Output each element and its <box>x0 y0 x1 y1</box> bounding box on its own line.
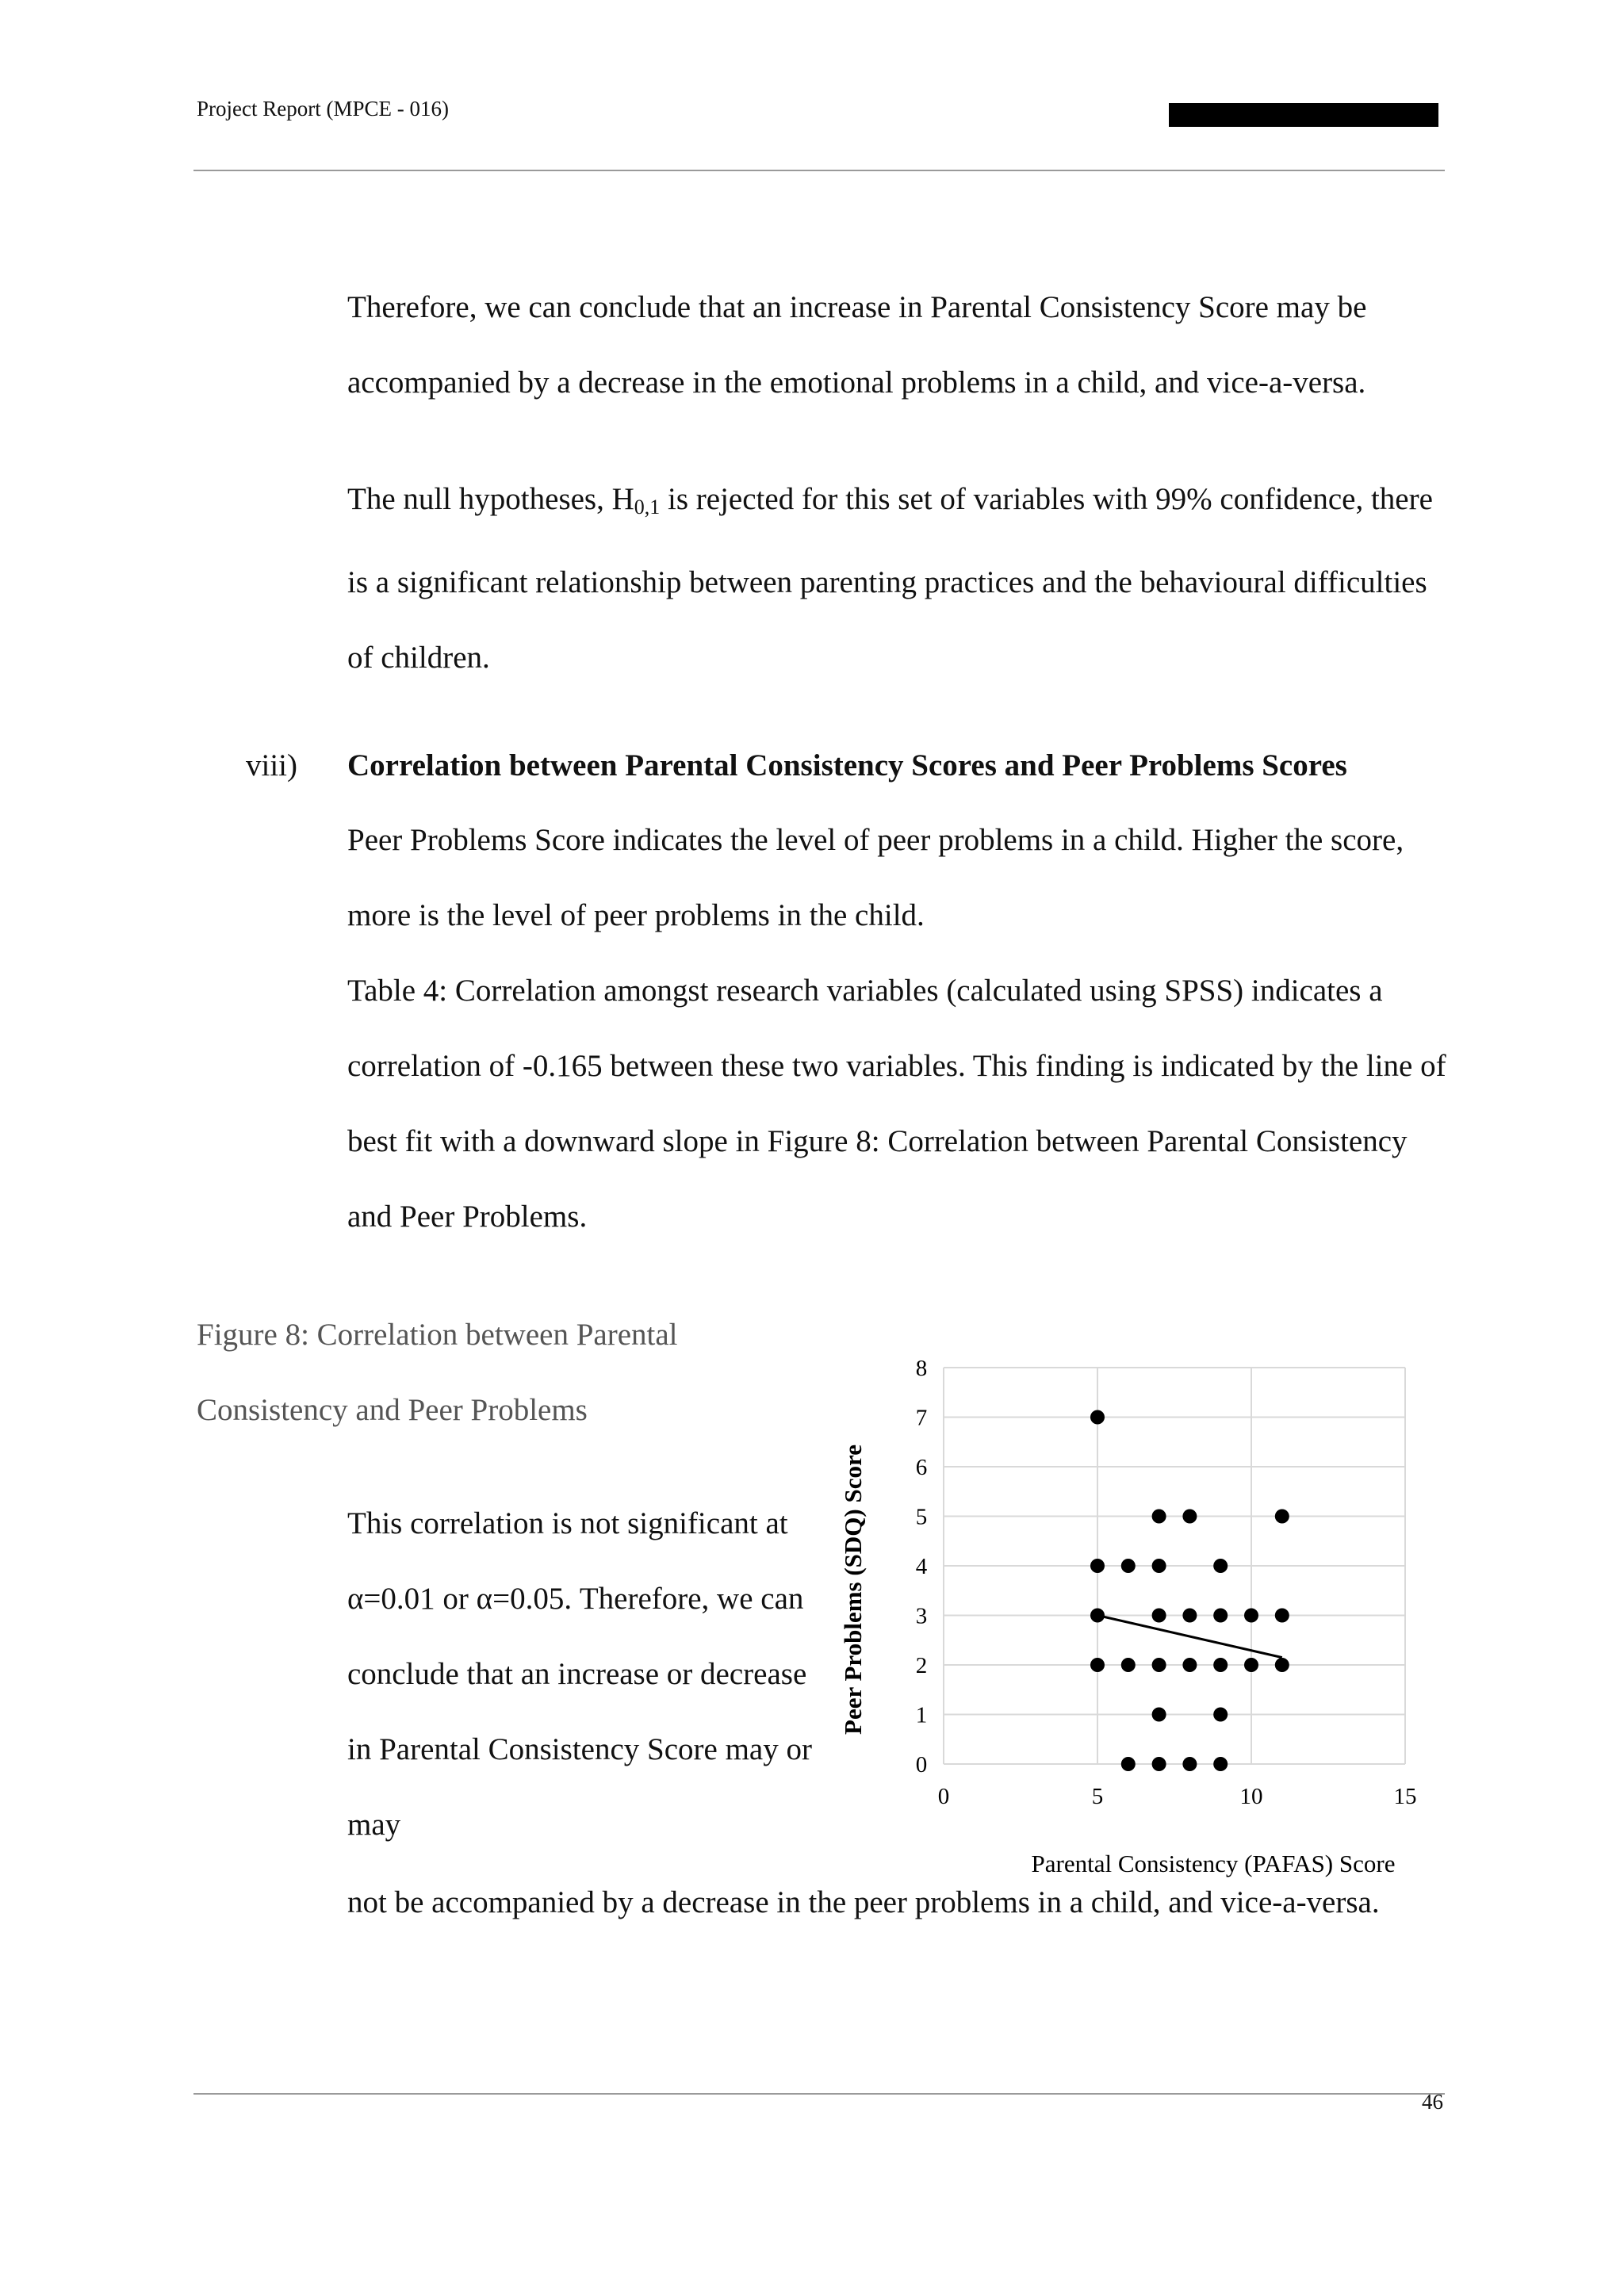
data-point-7 <box>1213 1559 1228 1573</box>
chart-grid <box>944 1368 1405 1764</box>
paragraph-conclusion: Therefore, we can conclude that an increase in Parental Consistency Score may be accompanied by a decrease in the emotional problems in a child, and vice-a-versa. <box>347 290 1367 400</box>
data-point-12 <box>1244 1609 1258 1623</box>
data-point-24 <box>1152 1757 1166 1771</box>
x-tick-label-3: 15 <box>1393 1784 1417 1809</box>
x-axis-label: Parental Consistency (PAFAS) Score <box>1031 1850 1396 1877</box>
data-point-23 <box>1121 1757 1136 1771</box>
y-tick-labels <box>916 1356 928 1777</box>
data-point-17 <box>1182 1658 1197 1672</box>
hypothesis-prefix: The null hypotheses, H <box>347 482 634 516</box>
section-number: viii) <box>246 748 297 783</box>
data-point-4 <box>1090 1559 1105 1573</box>
data-point-20 <box>1275 1658 1289 1672</box>
x-tick-labels <box>938 1784 1417 1809</box>
data-point-25 <box>1182 1757 1197 1771</box>
data-point-26 <box>1213 1757 1228 1771</box>
data-point-2 <box>1182 1510 1197 1524</box>
hypothesis-suffix: is rejected for this set of variables with 99% confidence, there is a significant relationship between parenting practices and the behavioural difficulties of children. <box>347 482 1433 675</box>
data-point-16 <box>1152 1658 1166 1672</box>
scatter-chart <box>825 1332 1451 1887</box>
x-tick-label-0: 0 <box>937 1784 950 1809</box>
paragraph-correlation: Table 4: Correlation amongst research variables (calculated using SPSS) indicates a correlation of -0.165 between these two variables. This finding is indicated by the line of best fit with a downward slope in Figure 8: Correlation between Parental Consistency and Peer Problems. <box>347 974 1446 1234</box>
y-tick-label-4: 4 <box>915 1554 928 1579</box>
section-title: Correlation between Parental Consistency Scores and Peer Problems Scores <box>347 748 1347 783</box>
footer-rule <box>193 2093 1445 2095</box>
data-point-18 <box>1213 1658 1228 1672</box>
data-point-15 <box>1121 1658 1136 1672</box>
y-tick-label-8: 8 <box>915 1356 928 1381</box>
paragraph-hypothesis <box>347 461 1450 695</box>
data-point-1 <box>1152 1510 1166 1524</box>
y-tick-label-2: 2 <box>915 1653 928 1678</box>
redaction-block <box>1169 103 1438 127</box>
x-tick-label-2: 10 <box>1239 1784 1263 1809</box>
data-point-14 <box>1090 1658 1105 1672</box>
figure-caption: Figure 8: Correlation between Parental Consistency and Peer Problems <box>197 1318 678 1427</box>
data-point-21 <box>1152 1708 1166 1722</box>
header-rule <box>193 170 1445 171</box>
y-tick-label-0: 0 <box>915 1752 928 1777</box>
data-point-13 <box>1275 1609 1289 1623</box>
y-tick-label-5: 5 <box>915 1504 928 1530</box>
y-axis-label: Peer Problems (SDQ) Score <box>839 1445 867 1735</box>
y-tick-label-3: 3 <box>915 1603 928 1629</box>
header-title: Project Report (MPCE - 016) <box>197 97 449 121</box>
paragraph-significance: This correlation is not significant at α=0.01 or α=0.05. Therefore, we can conclude that an increase or decrease in Parental Consistency Score may or may <box>347 1506 812 1842</box>
y-tick-label-1: 1 <box>915 1702 928 1728</box>
data-point-22 <box>1213 1708 1228 1722</box>
page-number: 46 <box>1422 2090 1443 2114</box>
data-point-3 <box>1275 1510 1289 1524</box>
data-point-11 <box>1213 1609 1228 1623</box>
data-points <box>1090 1410 1289 1772</box>
y-tick-label-7: 7 <box>915 1405 928 1431</box>
x-tick-label-1: 5 <box>1091 1784 1104 1809</box>
data-point-19 <box>1244 1658 1258 1672</box>
data-point-10 <box>1182 1609 1197 1623</box>
paragraph-peer-definition: Peer Problems Score indicates the level of peer problems in a child. Higher the score, more is the level of peer problems in the child. <box>347 823 1404 932</box>
paragraph-conclusion-tail: not be accompanied by a decrease in the peer problems in a child, and vice-a-versa. <box>347 1885 1380 1919</box>
data-point-9 <box>1152 1609 1166 1623</box>
data-point-5 <box>1121 1559 1136 1573</box>
hypothesis-subscript: 0,1 <box>634 496 661 519</box>
data-point-0 <box>1090 1410 1105 1425</box>
data-point-8 <box>1090 1609 1105 1623</box>
data-point-6 <box>1152 1559 1166 1573</box>
y-tick-label-6: 6 <box>915 1455 928 1480</box>
